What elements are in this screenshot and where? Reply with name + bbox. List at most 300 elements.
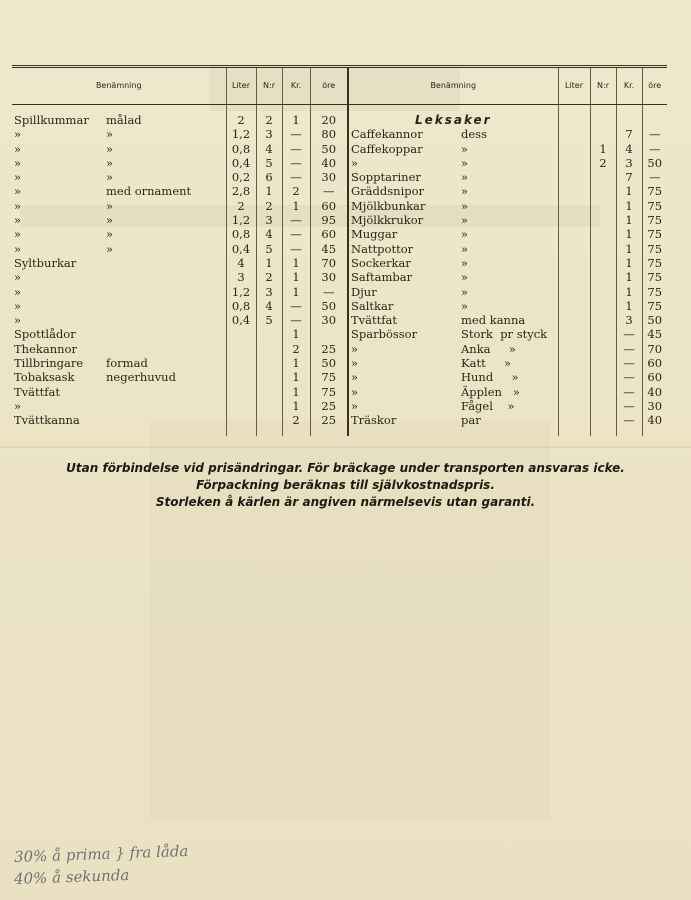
right-kr: 1 xyxy=(616,242,642,256)
left-item-name xyxy=(12,142,226,156)
right-item-name xyxy=(348,256,558,270)
right-nr xyxy=(590,256,616,270)
right-item-label: » xyxy=(351,370,359,385)
left-ore: 60 xyxy=(310,227,348,241)
left-kr: — xyxy=(282,299,310,313)
left-item-variant: negerhuvud xyxy=(106,370,176,385)
right-item-name xyxy=(348,184,558,198)
left-nr: 1 xyxy=(256,256,282,270)
right-item-variant: » xyxy=(461,284,469,299)
table-row xyxy=(12,299,667,313)
right-item-name xyxy=(348,170,558,184)
left-kr: 1 xyxy=(282,285,310,299)
right-nr xyxy=(590,242,616,256)
right-liter xyxy=(558,256,590,270)
left-liter: 1,2 xyxy=(226,127,256,141)
right-liter xyxy=(558,270,590,284)
right-liter xyxy=(558,156,590,170)
table-row xyxy=(12,270,667,284)
header-liter-left: Liter xyxy=(226,67,256,105)
handwritten-note-1: 30% å prima } fra låda xyxy=(13,841,189,867)
right-ore: 75 xyxy=(642,256,667,270)
right-ore: 75 xyxy=(642,270,667,284)
left-ore: 30 xyxy=(310,313,348,327)
left-ore: 30 xyxy=(310,170,348,184)
left-ore: 75 xyxy=(310,370,348,384)
left-item-variant: » xyxy=(106,227,114,242)
terms-line-3: Storleken å kärlen är angiven närmelsevis utan garanti. xyxy=(155,495,536,509)
right-item-name xyxy=(348,299,558,313)
left-liter xyxy=(226,356,256,370)
right-item-name xyxy=(348,285,558,299)
right-ore: — xyxy=(642,127,667,141)
left-item-name xyxy=(12,170,226,184)
right-ore: 60 xyxy=(642,356,667,370)
right-item-variant: » xyxy=(461,241,469,256)
left-item-label: » xyxy=(14,184,22,199)
left-ore: 50 xyxy=(310,299,348,313)
right-item-label: Mjölkkrukor xyxy=(351,213,424,228)
left-nr: 2 xyxy=(256,105,282,128)
right-kr: — xyxy=(616,342,642,356)
left-kr: — xyxy=(282,142,310,156)
right-item-name xyxy=(348,270,558,284)
right-kr: 3 xyxy=(616,313,642,327)
left-nr xyxy=(256,356,282,370)
left-ore: 50 xyxy=(310,356,348,370)
right-item-label: Djur xyxy=(351,284,377,299)
left-kr: 1 xyxy=(282,356,310,370)
right-item-variant: Fågel » xyxy=(461,398,515,413)
left-item-name xyxy=(12,199,226,213)
right-nr xyxy=(590,227,616,241)
right-kr: 1 xyxy=(616,285,642,299)
price-list-table xyxy=(12,65,667,436)
right-ore: 45 xyxy=(642,327,667,341)
right-item-name xyxy=(348,156,558,170)
left-item-label: » xyxy=(14,284,22,299)
table-row xyxy=(12,105,667,128)
right-kr: 1 xyxy=(616,227,642,241)
left-item-name xyxy=(12,227,226,241)
right-liter xyxy=(558,413,590,435)
left-item-variant: med ornament xyxy=(106,184,192,199)
right-kr: 4 xyxy=(616,142,642,156)
left-nr: 4 xyxy=(256,299,282,313)
right-item-label: Gräddsnipor xyxy=(351,184,425,199)
right-item-variant: Anka » xyxy=(461,341,516,356)
table-row xyxy=(12,356,667,370)
right-liter xyxy=(558,285,590,299)
left-nr: 1 xyxy=(256,184,282,198)
left-item-variant: » xyxy=(106,155,114,170)
header-nr-left: N:r xyxy=(256,67,282,105)
table-header-row xyxy=(12,67,667,105)
table-row xyxy=(12,313,667,327)
left-item-variant: målad xyxy=(106,113,142,127)
left-liter: 0,8 xyxy=(226,142,256,156)
right-ore xyxy=(642,105,667,128)
table-row xyxy=(12,327,667,341)
left-nr xyxy=(256,342,282,356)
right-nr xyxy=(590,270,616,284)
left-ore: 70 xyxy=(310,256,348,270)
right-item-label: Sopptariner xyxy=(351,170,421,185)
header-nr-right: N:r xyxy=(590,67,616,105)
right-kr: 3 xyxy=(616,156,642,170)
section-heading-leksaker: Leksaker xyxy=(414,113,492,127)
left-kr: 1 xyxy=(282,199,310,213)
header-kr-left: Kr. xyxy=(282,67,310,105)
right-ore: 30 xyxy=(642,399,667,413)
left-nr: 3 xyxy=(256,285,282,299)
left-nr: 6 xyxy=(256,170,282,184)
right-ore: — xyxy=(642,142,667,156)
right-kr xyxy=(616,105,642,128)
paper-fold xyxy=(0,446,691,448)
right-item-label: Nattpottor xyxy=(351,241,414,256)
right-item-label: Muggar xyxy=(351,227,398,242)
left-item-name xyxy=(12,313,226,327)
right-item-label: » xyxy=(351,341,359,356)
right-item-variant: » xyxy=(461,213,469,228)
right-item-name xyxy=(348,105,558,128)
right-item-variant: » xyxy=(461,227,469,242)
left-item-label: » xyxy=(14,213,22,228)
left-item-variant: formad xyxy=(106,356,148,371)
right-nr xyxy=(590,370,616,384)
right-kr: 1 xyxy=(616,199,642,213)
left-item-variant: » xyxy=(106,170,114,185)
right-item-name xyxy=(348,399,558,413)
left-item-label: Tvättkanna xyxy=(14,413,80,428)
left-nr xyxy=(256,327,282,341)
right-item-label: Caffekoppar xyxy=(351,141,423,156)
right-kr: 1 xyxy=(616,299,642,313)
left-item-label: Tillbringare xyxy=(14,356,84,371)
left-kr: — xyxy=(282,227,310,241)
right-liter xyxy=(558,356,590,370)
left-item-name xyxy=(12,299,226,313)
right-item-variant: dess xyxy=(461,127,487,142)
left-kr: — xyxy=(282,170,310,184)
right-item-label: Sparbössor xyxy=(351,327,418,342)
right-item-variant: » xyxy=(461,255,469,270)
left-item-name xyxy=(12,105,226,128)
right-ore: 75 xyxy=(642,242,667,256)
right-item-variant: » xyxy=(461,198,469,213)
right-item-label: Tvättfat xyxy=(351,313,397,328)
left-item-name xyxy=(12,127,226,141)
right-nr xyxy=(590,299,616,313)
right-item-variant: Katt » xyxy=(461,356,512,371)
left-liter: 0,4 xyxy=(226,313,256,327)
right-ore: — xyxy=(642,170,667,184)
table-row xyxy=(12,399,667,413)
table-row xyxy=(12,242,667,256)
right-item-label: Saftambar xyxy=(351,270,413,285)
left-item-label: » xyxy=(14,398,22,413)
right-item-variant: med kanna xyxy=(461,313,526,328)
right-kr: — xyxy=(616,385,642,399)
left-liter: 0,2 xyxy=(226,170,256,184)
left-item-name xyxy=(12,285,226,299)
right-nr xyxy=(590,413,616,435)
right-kr: — xyxy=(616,327,642,341)
right-ore: 50 xyxy=(642,156,667,170)
right-liter xyxy=(558,327,590,341)
right-liter xyxy=(558,313,590,327)
left-ore: 40 xyxy=(310,156,348,170)
left-item-name xyxy=(12,370,226,384)
right-item-label: Caffekannor xyxy=(351,127,423,142)
right-item-label: » xyxy=(351,384,359,399)
left-liter: 0,4 xyxy=(226,156,256,170)
right-item-name xyxy=(348,199,558,213)
right-item-variant: » xyxy=(461,170,469,185)
right-nr xyxy=(590,213,616,227)
right-nr xyxy=(590,127,616,141)
left-item-label: » xyxy=(14,227,22,242)
table-row xyxy=(12,413,667,435)
left-nr: 4 xyxy=(256,227,282,241)
right-item-name xyxy=(348,356,558,370)
left-item-label: » xyxy=(14,270,22,285)
right-liter xyxy=(558,299,590,313)
table-row xyxy=(12,127,667,141)
left-kr: 2 xyxy=(282,342,310,356)
left-kr: — xyxy=(282,213,310,227)
table-row xyxy=(12,285,667,299)
header-name-right: Benämning xyxy=(348,67,558,105)
left-nr: 3 xyxy=(256,127,282,141)
left-nr: 5 xyxy=(256,242,282,256)
right-item-variant: » xyxy=(461,270,469,285)
left-kr: 1 xyxy=(282,256,310,270)
right-ore: 60 xyxy=(642,370,667,384)
left-liter: 2 xyxy=(226,105,256,128)
left-kr: 2 xyxy=(282,413,310,435)
right-ore: 75 xyxy=(642,199,667,213)
left-item-label: Spillkummar xyxy=(14,113,89,127)
left-item-label: Tvättfat xyxy=(14,384,60,399)
right-liter xyxy=(558,127,590,141)
left-nr: 3 xyxy=(256,213,282,227)
right-liter xyxy=(558,342,590,356)
right-nr xyxy=(590,356,616,370)
header-liter-right: Liter xyxy=(558,67,590,105)
left-item-name xyxy=(12,327,226,341)
left-nr: 5 xyxy=(256,156,282,170)
left-liter: 0,8 xyxy=(226,227,256,241)
right-ore: 75 xyxy=(642,184,667,198)
right-item-name xyxy=(348,413,558,435)
table-row xyxy=(12,370,667,384)
terms-line-2: Förpackning beräknas till självkostnadspris. xyxy=(196,478,495,492)
right-kr: 1 xyxy=(616,256,642,270)
right-item-name xyxy=(348,313,558,327)
left-item-name xyxy=(12,242,226,256)
left-item-name xyxy=(12,156,226,170)
right-liter xyxy=(558,385,590,399)
right-liter xyxy=(558,370,590,384)
right-kr: — xyxy=(616,370,642,384)
header-ore-right: öre xyxy=(642,67,667,105)
left-kr: — xyxy=(282,242,310,256)
left-liter: 0,8 xyxy=(226,299,256,313)
left-item-label: » xyxy=(14,241,22,256)
left-ore: 30 xyxy=(310,270,348,284)
right-liter xyxy=(558,213,590,227)
right-nr xyxy=(590,342,616,356)
right-nr xyxy=(590,285,616,299)
right-kr: 1 xyxy=(616,184,642,198)
right-nr: 1 xyxy=(590,142,616,156)
right-item-name xyxy=(348,227,558,241)
right-item-name xyxy=(348,142,558,156)
left-item-label: » xyxy=(14,298,22,313)
right-ore: 75 xyxy=(642,227,667,241)
left-nr: 4 xyxy=(256,142,282,156)
left-ore: 20 xyxy=(310,105,348,128)
left-kr: 2 xyxy=(282,184,310,198)
left-item-variant: » xyxy=(106,213,114,228)
left-kr: — xyxy=(282,156,310,170)
right-item-name xyxy=(348,327,558,341)
left-liter xyxy=(226,370,256,384)
left-nr xyxy=(256,370,282,384)
left-item-label: » xyxy=(14,170,22,185)
left-item-name xyxy=(12,184,226,198)
right-item-variant: Äpplen » xyxy=(461,384,520,399)
right-nr xyxy=(590,399,616,413)
right-ore: 50 xyxy=(642,313,667,327)
left-item-label: Syltburkar xyxy=(14,255,77,270)
left-item-name xyxy=(12,213,226,227)
table-row xyxy=(12,227,667,241)
right-liter xyxy=(558,227,590,241)
right-nr xyxy=(590,327,616,341)
left-ore: 45 xyxy=(310,242,348,256)
left-item-name xyxy=(12,342,226,356)
right-item-label: » xyxy=(351,356,359,371)
left-kr: 1 xyxy=(282,327,310,341)
left-nr xyxy=(256,399,282,413)
right-nr xyxy=(590,313,616,327)
right-kr: 7 xyxy=(616,170,642,184)
right-liter xyxy=(558,199,590,213)
left-item-variant: » xyxy=(106,241,114,256)
right-liter xyxy=(558,142,590,156)
left-item-name xyxy=(12,399,226,413)
left-kr: — xyxy=(282,127,310,141)
left-liter xyxy=(226,342,256,356)
right-item-variant: » xyxy=(461,155,469,170)
left-liter: 3 xyxy=(226,270,256,284)
right-item-label: Saltkar xyxy=(351,298,394,313)
left-ore: — xyxy=(310,285,348,299)
right-nr xyxy=(590,385,616,399)
right-ore: 75 xyxy=(642,213,667,227)
left-nr: 5 xyxy=(256,313,282,327)
right-item-label: » xyxy=(351,155,359,170)
header-kr-right: Kr. xyxy=(616,67,642,105)
left-ore: 60 xyxy=(310,199,348,213)
left-kr: 1 xyxy=(282,370,310,384)
left-item-label: » xyxy=(14,141,22,156)
left-kr: — xyxy=(282,313,310,327)
right-liter xyxy=(558,399,590,413)
left-item-name xyxy=(12,385,226,399)
right-ore: 75 xyxy=(642,285,667,299)
right-item-label: Mjölkbunkar xyxy=(351,198,426,213)
left-nr: 2 xyxy=(256,199,282,213)
right-kr: 1 xyxy=(616,213,642,227)
right-item-name xyxy=(348,342,558,356)
right-liter xyxy=(558,105,590,128)
left-liter: 1,2 xyxy=(226,285,256,299)
right-item-name xyxy=(348,127,558,141)
right-kr: — xyxy=(616,399,642,413)
right-nr xyxy=(590,105,616,128)
right-ore: 40 xyxy=(642,413,667,435)
right-kr: — xyxy=(616,356,642,370)
right-item-name xyxy=(348,213,558,227)
right-nr xyxy=(590,170,616,184)
left-item-label: » xyxy=(14,155,22,170)
left-liter: 2,8 xyxy=(226,184,256,198)
left-ore: 25 xyxy=(310,399,348,413)
right-item-name xyxy=(348,370,558,384)
right-kr: — xyxy=(616,413,642,435)
right-ore: 40 xyxy=(642,385,667,399)
handwritten-note-2: 40% å sekunda xyxy=(13,865,130,889)
left-item-label: » xyxy=(14,127,22,142)
right-item-variant: par xyxy=(461,413,481,428)
left-nr xyxy=(256,385,282,399)
right-liter xyxy=(558,170,590,184)
right-item-label: Sockerkar xyxy=(351,255,411,270)
right-item-variant: » xyxy=(461,298,469,313)
right-item-variant: » xyxy=(461,141,469,156)
left-item-variant: » xyxy=(106,127,114,142)
right-nr xyxy=(590,184,616,198)
right-item-variant: Hund » xyxy=(461,370,519,385)
left-ore: — xyxy=(310,184,348,198)
right-liter xyxy=(558,242,590,256)
left-liter xyxy=(226,399,256,413)
right-kr: 7 xyxy=(616,127,642,141)
left-item-label: » xyxy=(14,313,22,328)
left-ore: 50 xyxy=(310,142,348,156)
right-kr: 1 xyxy=(616,270,642,284)
left-nr: 2 xyxy=(256,270,282,284)
right-item-variant: » xyxy=(461,184,469,199)
right-liter xyxy=(558,184,590,198)
right-item-name xyxy=(348,385,558,399)
left-item-name xyxy=(12,256,226,270)
left-item-variant: » xyxy=(106,198,114,213)
right-item-label: Träskor xyxy=(351,413,397,428)
left-kr: 1 xyxy=(282,270,310,284)
left-liter xyxy=(226,327,256,341)
left-kr: 1 xyxy=(282,385,310,399)
left-item-name xyxy=(12,270,226,284)
left-item-label: Spottlådor xyxy=(14,327,76,342)
left-ore: 25 xyxy=(310,342,348,356)
left-liter: 4 xyxy=(226,256,256,270)
right-item-name xyxy=(348,242,558,256)
